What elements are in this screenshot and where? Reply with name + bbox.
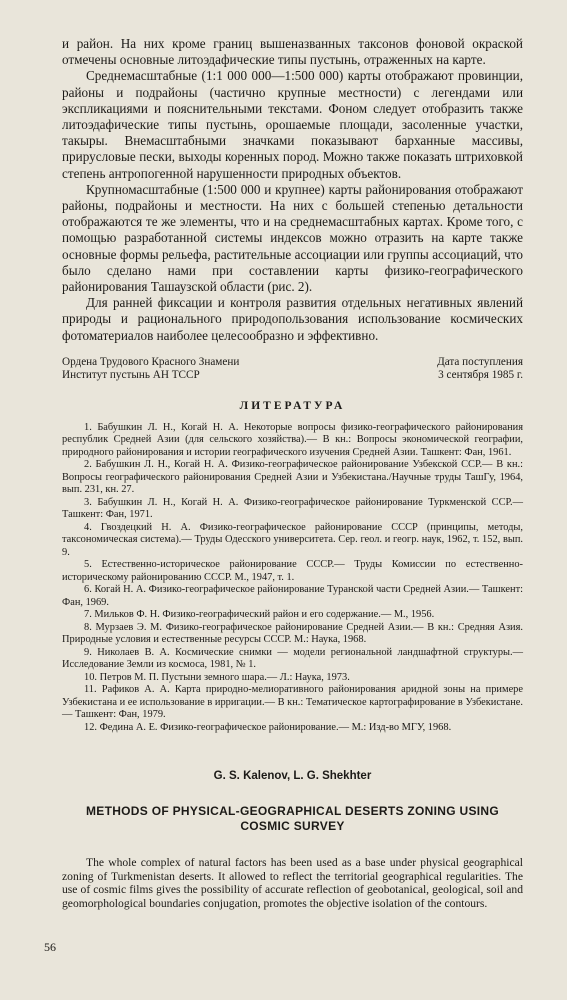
reference-item: 2. Бабушкин Л. Н., Когай Н. А. Физико-географическое районирование Узбекской ССР.— В кн.: Вопросы географического районирования Средней Азии и Узбекистана./Научные труды ТашГу, 1964, вып. 231, кн. 27. xyxy=(62,459,523,496)
reference-item: 4. Гвоздецкий Н. А. Физико-географическое районирование СССР (принципы, методы, таксономическая система).— Труды Одесского университета. Сер. геол. и геогр. наук, 1962, т. 152, вып. 9. xyxy=(62,521,523,558)
reference-item: 1. Бабушкин Л. Н., Когай Н. А. Некоторые вопросы физико-географического районирования республик Средней Азии (для сельского хозяйства).— В кн.: Вопросы экономической географии, природного районирования и истории географического изучения Средней Азии. Ташкент: Фан, 1961. xyxy=(62,421,523,458)
reference-item: 8. Мурзаев Э. М. Физико-географическое районирование Средней Азии.— В кн.: Средняя Азия. Природные условия и естественные ресурсы СССР. М.: Наука, 1968. xyxy=(62,621,523,646)
reference-item: 12. Федина А. Е. Физико-географическое районирование.— М.: Изд-во МГУ, 1968. xyxy=(84,721,452,733)
affiliation-line-1: Ордена Трудового Красного Знамени xyxy=(62,355,240,368)
reference-item: 9. Николаев В. А. Космические снимки — модели региональной ландшафтной структуры.— Исследование Земли из космоса, 1981, № 1. xyxy=(62,646,523,671)
english-title xyxy=(62,804,523,834)
reference-item: 7. Мильков Ф. Н. Физико-географический район и его содержание.— М., 1956. xyxy=(84,609,435,621)
english-abstract: The whole complex of natural factors has been used as a base under physical geographical zoning of Turkmenistan deserts. It allowed to reflect the territorial geographical regularities. The use of cosmic films gives the possibility of accurate reflection of geobotanical, geological, soil and geomorphological boundaries conjugation, promotes the objective isolation of the contours. xyxy=(62,856,523,910)
literature-heading: ЛИТЕРАТУРА xyxy=(239,399,346,412)
received-line-2: 3 сентября 1985 г. xyxy=(438,368,523,381)
reference-item: 5. Естественно-историческое районирование СССР.— Труды Комиссии по естественно-историческому районированию СССР. М., 1947, т. 1. xyxy=(62,559,523,583)
reference-item: 11. Рафиков А. А. Карта природно-мелиоративного районирования аридной зоны на примере Узбекистана и ее использование в ирригации.— В кн.: Тематическое картографирование в Узбекистане.— Ташкент: Фан, 1979. xyxy=(62,684,523,721)
reference-item: 3. Бабушкин Л. Н., Когай Н. А. Физико-географическое районирование Туркменской ССР.— Ташкент: Фан, 1971. xyxy=(62,496,523,521)
main-text xyxy=(62,36,523,344)
affiliation-line-2: Институт пустынь АН ТССР xyxy=(62,368,200,381)
page-number: 56 xyxy=(44,940,56,954)
affiliation xyxy=(62,356,239,382)
paragraph-2: Среднемасштабные (1:1 000 000—1:500 000) карты отображают провинции, районы и подрайоны (частично крупные местности) с легендами или экспликациями и пояснительными текстами. Фоном следует отобразить также литоэдафические типы пустынь, орошаемые площади, засоленные участки, такыры. Внемасштабными значками показывают барханные массивы, прирусловые пески, выходы коренных пород. Можно также показать штриховкой степень антропогенной нарушенности природных объектов. xyxy=(62,68,523,181)
received-line-1: Дата поступления xyxy=(437,355,523,368)
affiliation-row xyxy=(62,356,523,382)
reference-list xyxy=(62,422,523,735)
paragraph-3: Крупномасштабные (1:500 000 и крупнее) карты районирования отображают районы, подрайоны и местности. На них с большей степенью детальности отображаются те же элементы, что и на среднемасштабных картах. Кроме того, с помощью разработанной системы индексов можно отразить на карте также основные формы рельефа, растительные ассоциации или группы ассоциаций, что было сделано нами при составлении карты физико-географического районирования Ташаузской области (рис. 2). xyxy=(62,181,523,295)
english-authors: G. S. Kalenov, L. G. Shekhter xyxy=(213,770,372,783)
received-date xyxy=(437,356,523,382)
english-title-line-1: METHODS OF PHYSICAL-GEOGRAPHICAL DESERTS ZONING USING xyxy=(85,804,500,819)
paragraph-4: Для ранней фиксации и контроля развития отдельных негативных явлений природы и рационального природопользования использование космических фотоматериалов наиболее целесообразно и эффективно. xyxy=(62,295,523,343)
english-title-line-2: COSMIC SURVEY xyxy=(240,819,345,834)
paragraph-1: и район. На них кроме границ вышеназванных таксонов фоновой окраской отмечены основные литоэдафические типы пустынь, отраженных на карте. xyxy=(62,36,523,68)
reference-item: 10. Петров М. П. Пустыни земного шара.— Л.: Наука, 1973. xyxy=(84,671,350,683)
reference-item: 6. Когай Н. А. Физико-географическое районирование Туранской части Средней Азии.— Ташкент: Фан, 1969. xyxy=(62,584,523,608)
